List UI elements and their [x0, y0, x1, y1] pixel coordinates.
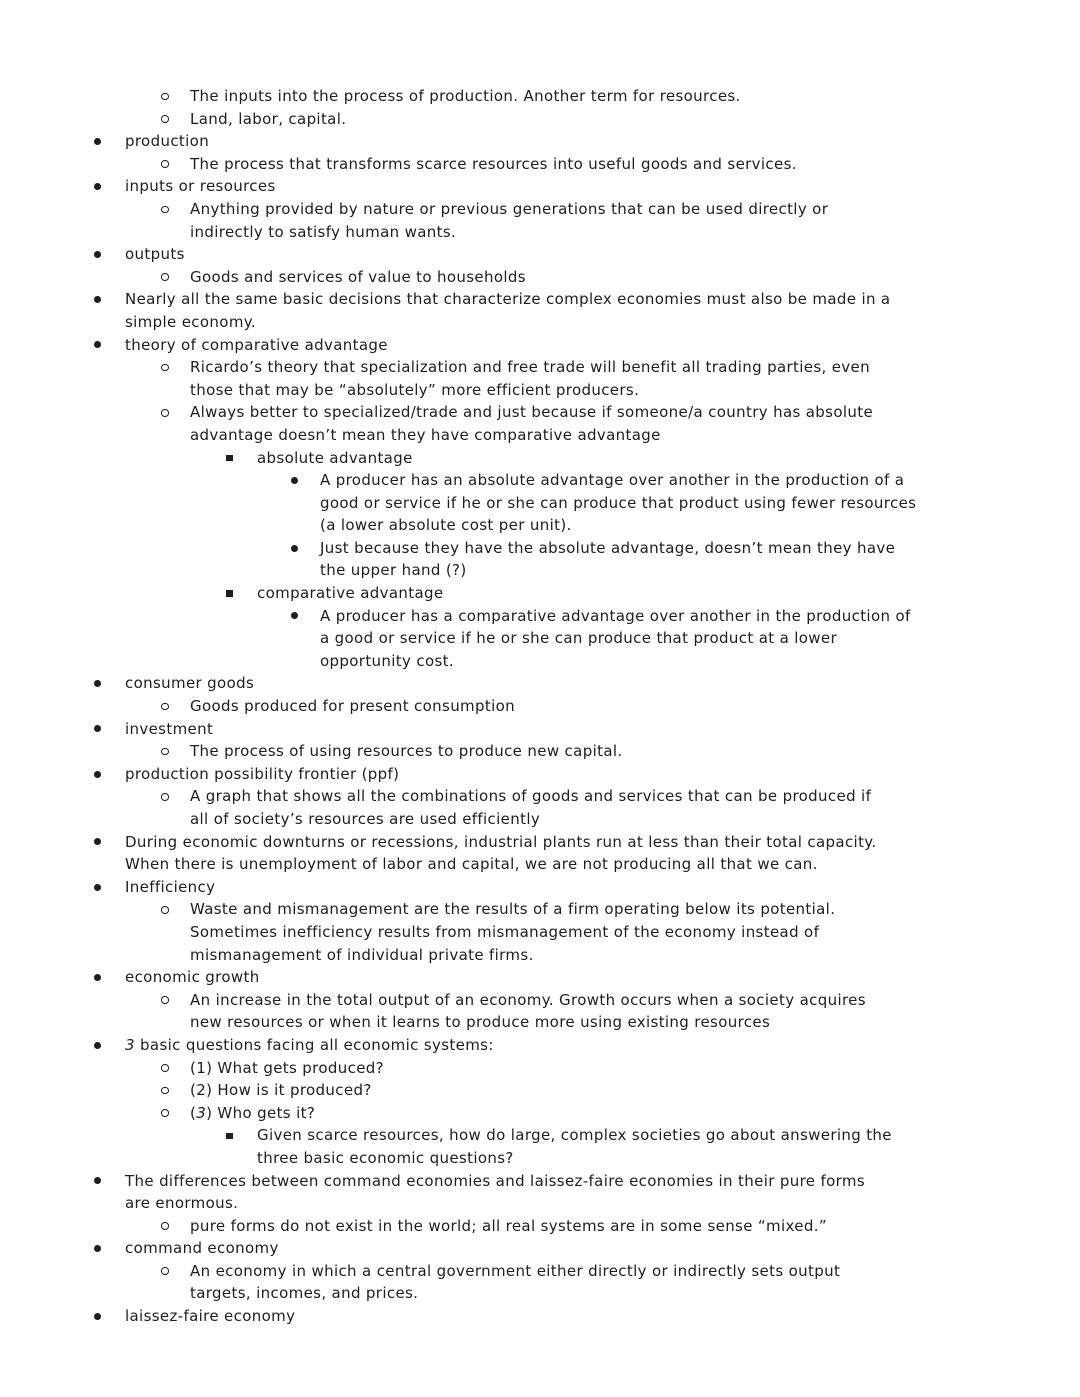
list-item-text — [125, 763, 399, 786]
list-item — [0, 740, 1080, 763]
list-item — [0, 1170, 1080, 1215]
list-item — [0, 198, 1080, 243]
list-item — [0, 966, 1080, 989]
list-item — [0, 153, 1080, 176]
text-line: Inefficiency — [125, 877, 216, 896]
list-item — [0, 469, 1080, 537]
list-item — [0, 763, 1080, 786]
text-line: The process of using resources to produce new capital. — [190, 742, 623, 761]
list-item — [0, 989, 1080, 1034]
text-line: Nearly all the same basic decisions that characterize complex economies must also be made in a — [125, 290, 891, 309]
bullet-dot-icon — [91, 831, 125, 854]
list-item-text — [190, 266, 526, 289]
bullet-circle-icon — [158, 695, 190, 718]
bullet-circle-icon — [158, 108, 190, 131]
text-line: three basic economic questions? — [257, 1148, 514, 1167]
text-line: An increase in the total output of an economy. Growth occurs when a society acquires — [190, 990, 866, 1009]
list-item — [0, 582, 1080, 605]
text-line: absolute advantage — [257, 448, 413, 467]
list-item — [0, 1034, 1080, 1057]
bullet-circle-icon — [158, 740, 190, 763]
text-line: Always better to specialized/trade and just because if someone/a country has absolute — [190, 403, 874, 422]
text-line: laissez-faire economy — [125, 1307, 296, 1326]
list-item-text — [125, 1034, 494, 1057]
list-item-text — [320, 469, 916, 537]
list-item-text — [125, 966, 260, 989]
bullet-square-icon — [223, 1124, 257, 1147]
list-item-text — [125, 1305, 295, 1328]
text-line: inputs or resources — [125, 177, 276, 196]
text-line: A producer has a comparative advantage over another in the production of — [320, 606, 911, 625]
text-line: production — [125, 132, 210, 151]
text-line: targets, incomes, and prices. — [190, 1284, 419, 1303]
list-item — [0, 1124, 1080, 1169]
text-line: opportunity cost. — [320, 651, 454, 670]
list-item — [0, 1079, 1080, 1102]
text-line: simple economy. — [125, 312, 256, 331]
bullet-dot-icon — [91, 876, 125, 899]
list-item — [0, 175, 1080, 198]
bullet-dot-icon — [91, 1237, 125, 1260]
list-item — [0, 1260, 1080, 1305]
list-item — [0, 85, 1080, 108]
text-line: Ricardo’s theory that specialization and free trade will benefit all trading parties, even — [190, 358, 870, 377]
bullet-dot-icon — [91, 288, 125, 311]
bullet-circle-icon — [158, 1102, 190, 1125]
bullet-circle-icon — [158, 198, 190, 221]
text-line: consumer goods — [125, 674, 255, 693]
document-list — [0, 85, 1080, 1328]
text-line: comparative advantage — [257, 584, 444, 603]
list-item-text — [190, 1079, 372, 1102]
text-line: Goods produced for present consumption — [190, 697, 516, 716]
list-item — [0, 130, 1080, 153]
text-segment: ) Who gets it? — [206, 1103, 316, 1122]
bullet-circle-icon — [158, 989, 190, 1012]
list-item — [0, 1305, 1080, 1328]
text-line: investment — [125, 719, 214, 738]
bullet-circle-icon — [158, 1057, 190, 1080]
list-item — [0, 695, 1080, 718]
list-item-text — [190, 740, 623, 763]
bullet-dot-icon — [288, 605, 320, 628]
text-line: Anything provided by nature or previous generations that can be used directly or — [190, 199, 829, 218]
bullet-dot-icon — [91, 1305, 125, 1328]
list-item-text — [125, 130, 209, 153]
list-item-text — [125, 175, 276, 198]
list-item-text — [125, 876, 215, 899]
text-line: Waste and mismanagement are the results of a firm operating below its potential. — [190, 900, 836, 919]
list-item-text — [125, 718, 213, 741]
list-item — [0, 537, 1080, 582]
bullet-circle-icon — [158, 1079, 190, 1102]
list-item-text — [190, 898, 835, 966]
text-line: all of society’s resources are used efficiently — [190, 810, 541, 828]
text-line: The differences between command economies and laissez-faire economies in their pure forms — [125, 1171, 865, 1190]
text-line: The inputs into the process of production. Another term for resources. — [190, 87, 741, 105]
text-line: a good or service if he or she can produce that product at a lower — [320, 629, 838, 648]
list-item-text — [190, 85, 741, 108]
text-line: An economy in which a central government either directly or indirectly sets output — [190, 1261, 841, 1280]
bullet-square-icon — [223, 582, 257, 605]
text-line: economic growth — [125, 968, 260, 987]
list-item — [0, 288, 1080, 333]
list-item — [0, 1237, 1080, 1260]
list-item-text — [190, 401, 873, 446]
text-line: command economy — [125, 1239, 279, 1258]
text-line: theory of comparative advantage — [125, 335, 388, 354]
text-line: Goods and services of value to households — [190, 267, 526, 286]
list-item — [0, 243, 1080, 266]
list-item — [0, 447, 1080, 470]
list-item — [0, 876, 1080, 899]
bullet-dot-icon — [288, 537, 320, 560]
bullet-circle-icon — [158, 153, 190, 176]
bullet-dot-icon — [91, 175, 125, 198]
text-line — [190, 1102, 315, 1125]
text-line: are enormous. — [125, 1194, 239, 1213]
bullet-circle-icon — [158, 356, 190, 379]
bullet-dot-icon — [91, 1034, 125, 1057]
list-item — [0, 1057, 1080, 1080]
bullet-dot-icon — [91, 763, 125, 786]
list-item-text — [190, 1057, 384, 1080]
text-line: The process that transforms scarce resources into useful goods and services. — [190, 154, 797, 173]
list-item — [0, 356, 1080, 401]
list-item — [0, 108, 1080, 131]
bullet-dot-icon — [91, 672, 125, 695]
text-line: (a lower absolute cost per unit). — [320, 516, 572, 535]
text-line: good or service if he or she can produce that product using fewer resources — [320, 493, 917, 512]
list-item-text — [125, 334, 388, 357]
list-item-text — [190, 356, 870, 401]
list-item-text — [125, 288, 890, 333]
list-item-text — [125, 1170, 865, 1215]
list-item — [0, 401, 1080, 446]
text-segment: 3 — [196, 1103, 207, 1122]
list-item — [0, 605, 1080, 673]
bullet-circle-icon — [158, 85, 190, 108]
text-line: the upper hand (?) — [320, 561, 467, 580]
text-line: new resources or when it learns to produce more using existing resources — [190, 1013, 771, 1032]
list-item-text — [190, 695, 515, 718]
list-item-text — [190, 1260, 840, 1305]
list-item — [0, 898, 1080, 966]
list-item-text — [190, 108, 346, 131]
list-item-text — [320, 537, 895, 582]
text-line: Given scarce resources, how do large, complex societies go about answering the — [257, 1126, 892, 1145]
list-item-text — [190, 1215, 827, 1238]
bullet-square-icon — [223, 447, 257, 470]
text-segment: basic questions facing all economic systems: — [134, 1035, 494, 1054]
list-item-text — [190, 1102, 315, 1125]
text-line — [125, 1034, 494, 1057]
bullet-circle-icon — [158, 898, 190, 921]
list-item-text — [190, 198, 828, 243]
text-line: indirectly to satisfy human wants. — [190, 222, 457, 241]
list-item — [0, 266, 1080, 289]
bullet-dot-icon — [288, 469, 320, 492]
list-item-text — [190, 153, 797, 176]
text-line: During economic downturns or recessions, industrial plants run at less than their total capacity. — [125, 832, 877, 851]
text-line: A graph that shows all the combinations of goods and services that can be produced if — [190, 787, 872, 806]
text-line: mismanagement of individual private firms. — [190, 945, 534, 964]
list-item-text — [190, 989, 866, 1034]
list-item-text — [257, 1124, 892, 1169]
text-line: production possibility frontier (ppf) — [125, 764, 400, 783]
list-item-text — [125, 1237, 279, 1260]
list-item — [0, 672, 1080, 695]
text-line: Sometimes inefficiency results from mismanagement of the economy instead of — [190, 922, 820, 941]
bullet-dot-icon — [91, 130, 125, 153]
list-item-text — [190, 785, 871, 830]
text-segment: ( — [190, 1103, 197, 1122]
bullet-dot-icon — [91, 718, 125, 741]
list-item-text — [320, 605, 911, 673]
list-item-text — [257, 447, 413, 470]
text-line: (2) How is it produced? — [190, 1081, 372, 1100]
text-line: outputs — [125, 245, 185, 264]
text-line: pure forms do not exist in the world; all real systems are in some sense “mixed.” — [190, 1216, 827, 1235]
text-line: A producer has an absolute advantage over another in the production of a — [320, 471, 905, 490]
list-item-text — [257, 582, 444, 605]
list-item-text — [125, 672, 254, 695]
list-item — [0, 334, 1080, 357]
list-item — [0, 718, 1080, 741]
list-item — [0, 1102, 1080, 1125]
list-item — [0, 831, 1080, 876]
bullet-dot-icon — [91, 966, 125, 989]
bullet-circle-icon — [158, 1215, 190, 1238]
bullet-circle-icon — [158, 401, 190, 424]
bullet-circle-icon — [158, 785, 190, 808]
bullet-dot-icon — [91, 1170, 125, 1193]
list-item — [0, 1215, 1080, 1238]
text-line: When there is unemployment of labor and capital, we are not producing all that we can. — [125, 855, 818, 874]
text-line: Land, labor, capital. — [190, 109, 347, 128]
text-segment: 3 — [125, 1035, 135, 1054]
list-item-text — [125, 243, 185, 266]
list-item — [0, 785, 1080, 830]
text-line: those that may be “absolutely” more efficient producers. — [190, 380, 640, 399]
list-item-text — [125, 831, 877, 876]
text-line: (1) What gets produced? — [190, 1058, 384, 1077]
bullet-dot-icon — [91, 243, 125, 266]
bullet-circle-icon — [158, 266, 190, 289]
text-line: advantage doesn’t mean they have comparative advantage — [190, 425, 661, 444]
bullet-circle-icon — [158, 1260, 190, 1283]
bullet-dot-icon — [91, 334, 125, 357]
text-line: Just because they have the absolute advantage, doesn’t mean they have — [320, 538, 896, 557]
